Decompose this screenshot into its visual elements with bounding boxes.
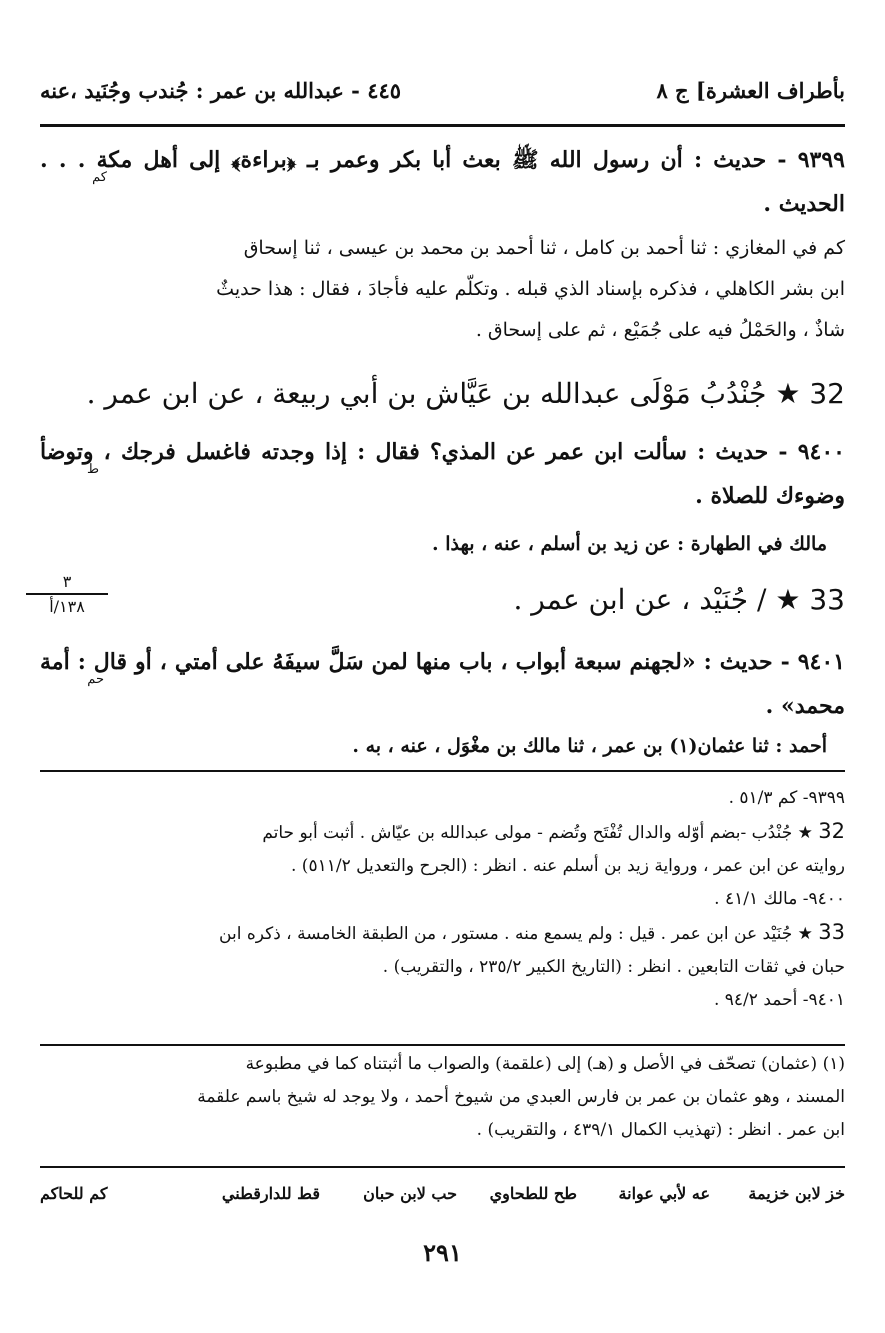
narrator-name: جُنَيْد ، عن ابن عمر . <box>513 583 749 616</box>
footnote-9400: ٩٤٠٠- مالك ٤١/١ . <box>714 889 845 909</box>
abbreviations-key <box>40 1184 845 1212</box>
abbr-item: عه لأبي عوانة <box>618 1184 710 1203</box>
editor-note-1 <box>40 1048 845 1147</box>
hadith-9401-narration <box>40 726 827 767</box>
source-symbol-kam: كم <box>92 170 107 185</box>
header-chapter-title: ٤٤٥ - عبدالله بن عمر : جُندب وجُنَيد ،عنه <box>40 78 402 103</box>
hadith-9400-text: ٩٤٠٠ - حديث : سألت ابن عمر عن المذي؟ فقال : إذا وجدته فاغسل فرجك ، وتوضأ وضوءك للصلاة . <box>40 439 845 509</box>
abbr-item: طح للطحاوي <box>489 1184 577 1203</box>
header-rule <box>40 124 845 127</box>
narration-line: ابن بشر الكاهلي ، فذكره بإسناد الذي قبله . وتكلّم عليه فأجادَ ، فقال : هذا حديثٌ <box>216 278 845 300</box>
footnote-line: ابن عمر . انظر : (تهذيب الكمال ٤٣٩/١ ، والتقريب) . <box>476 1120 845 1140</box>
narrator-number: 33 <box>809 583 845 616</box>
note-rule <box>40 1044 845 1046</box>
running-header <box>40 78 845 114</box>
footnote-line: روايته عن ابن عمر ، ورواية زيد بن أسلم عنه . انظر : (الجرح والتعديل ٥١١/٢) . <box>291 856 845 876</box>
hadith-9400-narration: مالك في الطهارة : عن زيد بن أسلم ، عنه ، بهذا . <box>432 533 827 555</box>
narration-line: شاذٌ ، والحَمْلُ فيه على جُمَيْع ، ثم على إسحاق . <box>475 319 845 341</box>
narrator-name: جُنْدُبُ مَوْلَى عبدالله بن عَيَّاش بن أبي ربيعة ، عن ابن عمر . <box>86 377 767 410</box>
footnote-line: ★ جُنَيْد عن ابن عمر . قيل : ولم يسمع منه . مستور ، من الطبقة الخامسة ، ذكره ابن <box>219 924 813 944</box>
folio-ref: ١٣٨/أ <box>49 596 85 616</box>
abbr-item: كم للحاكم <box>40 1184 108 1203</box>
footnote-9399: ٩٣٩٩- كم ٥١/٣ . <box>728 788 845 808</box>
footnote-number: 33 <box>818 920 845 944</box>
star-icon: ★ / <box>757 583 801 616</box>
hadith-9399-narration <box>40 228 845 351</box>
footnote-line: ★ جُنْدُب -بضم أوّله والدال تُفْتَح وتُضم - مولى عبدالله بن عيّاش . أثبت أبو حاتم <box>262 823 813 843</box>
abbreviations-rule <box>40 1166 845 1168</box>
hadith-9401 <box>40 640 845 728</box>
narrator-number: 32 <box>809 377 845 410</box>
narrator-entry-33 <box>40 578 845 622</box>
footnotes <box>40 782 845 1017</box>
page-number: ٢٩١ <box>423 1238 462 1267</box>
footnote-rule <box>40 770 845 772</box>
narrator-entry-32 <box>40 372 845 416</box>
narration-source: أحمد : <box>775 735 827 757</box>
abbr-item: قط للدارقطني <box>221 1184 320 1203</box>
footnote-line: المسند ، وهو عثمان بن عمر بن فارس العبدي من شيوخ أحمد ، ولا يوجد له شيخ باسم علقمة <box>197 1087 845 1107</box>
header-book-title: بأطراف العشرة] ج ٨ <box>656 78 845 103</box>
footnote-number: 32 <box>818 819 845 843</box>
hadith-9401-text: ٩٤٠١ - حديث : «لجهنم سبعة أبواب ، باب منها لمن سَلَّ سيفَهُ على أمتي ، أو قال : أمة محمد» . <box>40 649 845 719</box>
abbr-item: حب لابن حبان <box>363 1184 457 1203</box>
narration-line: كم في المغازي : ثنا أحمد بن كامل ، ثنا أحمد بن محمد بن عيسى ، ثنا إسحاق <box>243 237 845 259</box>
folio-count: ٣ <box>62 572 72 591</box>
source-symbol-hm: حم <box>87 672 104 687</box>
footnote-line: حبان في ثقات التابعين . انظر : (التاريخ الكبير ٢٣٥/٢ ، والتقريب) . <box>382 957 845 977</box>
footnote-32 <box>40 815 845 850</box>
source-symbol-ta: ط <box>86 462 99 477</box>
hadith-9399 <box>40 138 845 226</box>
footnote-line: (١) (عثمان) تصحّف في الأصل و (هـ) إلى (علقمة) والصواب ما أثبتناه كما في مطبوعة <box>245 1054 845 1074</box>
star-icon: ★ <box>775 377 801 410</box>
abbr-item: خز لابن خزيمة <box>748 1184 845 1203</box>
hadith-9400 <box>40 430 845 518</box>
hadith-9399-text: ٩٣٩٩ - حديث : أن رسول الله ﷺ بعث أبا بكر وعمر بـ ﴿براءة﴾ إلى أهل مكة . . . الحديث . <box>40 147 845 217</box>
narration-chain: ثنا عثمان(١) بن عمر ، ثنا مالك بن مغْوَل ، عنه ، به . <box>352 735 769 757</box>
footnote-9401: ٩٤٠١- أحمد ٩٤/٢ . <box>713 990 845 1010</box>
footnote-33 <box>40 916 845 951</box>
